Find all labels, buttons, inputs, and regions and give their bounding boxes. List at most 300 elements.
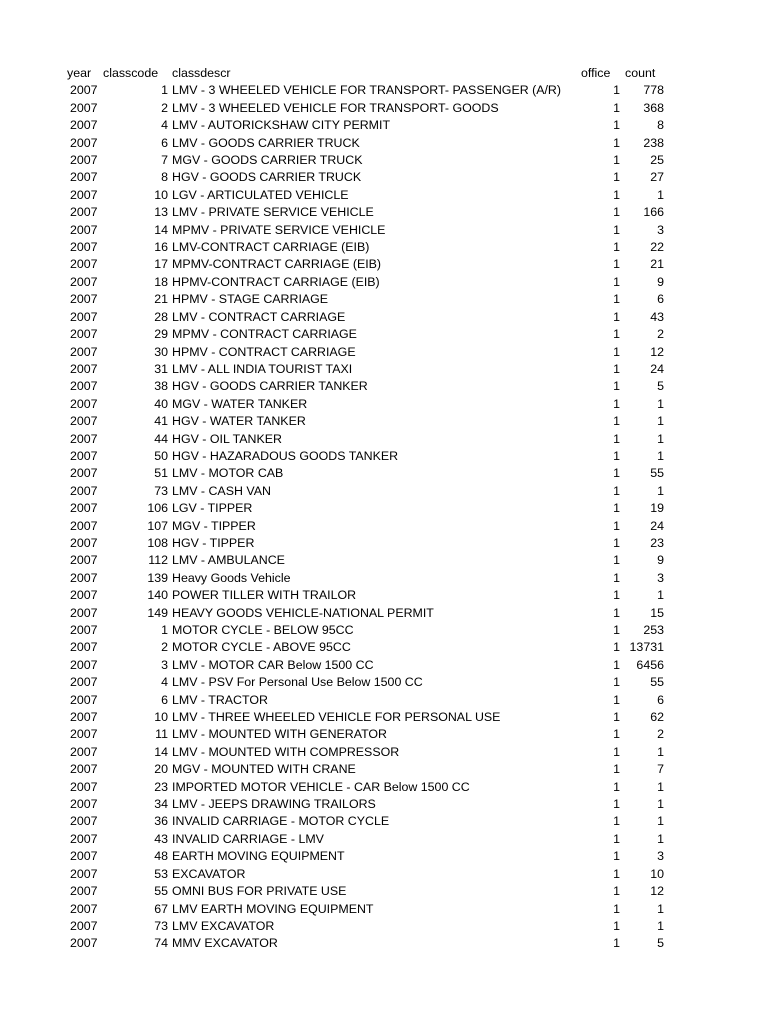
cell-classcode: 44 bbox=[154, 431, 168, 446]
cell-year: 2007 bbox=[70, 292, 98, 307]
cell-office: 1 bbox=[613, 623, 620, 637]
cell-classcode: 18 bbox=[154, 274, 168, 289]
cell-classcode: 20 bbox=[154, 762, 168, 777]
cell-count: 25 bbox=[650, 153, 664, 168]
cell-year: 2007 bbox=[70, 448, 98, 463]
table-row bbox=[0, 883, 768, 900]
cell-office: 1 bbox=[613, 466, 620, 481]
cell-year: 2007 bbox=[70, 779, 98, 794]
table-row bbox=[0, 796, 768, 813]
cell-year: 2007 bbox=[70, 187, 98, 202]
cell-year: 2007 bbox=[70, 100, 98, 115]
table-row bbox=[0, 465, 768, 482]
cell-classcode: 29 bbox=[154, 327, 168, 342]
cell-office: 1 bbox=[613, 692, 620, 707]
cell-count: 1 bbox=[657, 744, 664, 759]
cell-classcode: 2 bbox=[161, 640, 168, 655]
cell-year: 2007 bbox=[70, 135, 98, 150]
cell-classcode: 7 bbox=[161, 153, 168, 168]
cell-count: 1 bbox=[657, 431, 664, 446]
cell-year: 2007 bbox=[70, 396, 98, 411]
cell-count: 1 bbox=[657, 483, 664, 498]
cell-office: 1 bbox=[613, 553, 620, 568]
cell-count: 9 bbox=[657, 553, 664, 568]
cell-office: 1 bbox=[613, 918, 620, 933]
cell-office: 1 bbox=[613, 483, 620, 498]
cell-classcode: 55 bbox=[154, 884, 168, 899]
cell-office: 1 bbox=[613, 448, 620, 463]
header-count: count bbox=[625, 66, 656, 80]
cell-office: 1 bbox=[613, 831, 620, 846]
cell-office: 1 bbox=[613, 187, 620, 202]
cell-year: 2007 bbox=[70, 553, 98, 568]
cell-year: 2007 bbox=[70, 588, 98, 603]
cell-year: 2007 bbox=[70, 205, 98, 220]
cell-classcode: 40 bbox=[154, 396, 168, 411]
cell-classdescr: MGV - MOUNTED WITH CRANE bbox=[172, 762, 356, 777]
cell-count: 5 bbox=[657, 936, 664, 951]
cell-classcode: 108 bbox=[147, 535, 168, 550]
cell-count: 6 bbox=[657, 692, 664, 707]
table-row bbox=[0, 413, 768, 430]
cell-office: 1 bbox=[613, 292, 620, 307]
cell-classdescr: MPMV - CONTRACT CARRIAGE bbox=[172, 327, 357, 342]
cell-count: 23 bbox=[650, 535, 664, 550]
table-row bbox=[0, 344, 768, 361]
cell-office: 1 bbox=[613, 814, 620, 829]
cell-office: 1 bbox=[613, 396, 620, 411]
cell-year: 2007 bbox=[70, 83, 98, 98]
cell-year: 2007 bbox=[70, 414, 98, 429]
cell-classcode: 38 bbox=[154, 379, 168, 394]
table-row bbox=[0, 135, 768, 152]
cell-classdescr: EXCAVATOR bbox=[172, 866, 246, 881]
table-row bbox=[0, 761, 768, 778]
cell-year: 2007 bbox=[70, 831, 98, 846]
cell-year: 2007 bbox=[70, 483, 98, 498]
cell-office: 1 bbox=[613, 588, 620, 603]
cell-office: 1 bbox=[613, 153, 620, 168]
table-row bbox=[0, 657, 768, 674]
cell-year: 2007 bbox=[70, 361, 98, 376]
table-row bbox=[0, 779, 768, 796]
cell-year: 2007 bbox=[70, 884, 98, 899]
cell-classdescr: HGV - HAZARADOUS GOODS TANKER bbox=[172, 448, 399, 463]
cell-classdescr: LMV - TRACTOR bbox=[172, 692, 268, 707]
cell-classdescr: LMV - CONTRACT CARRIAGE bbox=[172, 309, 346, 324]
cell-count: 1 bbox=[657, 448, 664, 463]
cell-year: 2007 bbox=[70, 849, 98, 864]
table-row bbox=[0, 187, 768, 204]
cell-year: 2007 bbox=[70, 170, 98, 185]
cell-office: 1 bbox=[613, 727, 620, 742]
cell-year: 2007 bbox=[70, 379, 98, 394]
cell-office: 1 bbox=[613, 431, 620, 446]
cell-count: 368 bbox=[643, 100, 664, 115]
cell-office: 1 bbox=[613, 327, 620, 342]
table-row bbox=[0, 570, 768, 587]
cell-office: 1 bbox=[613, 518, 620, 533]
cell-classdescr: LMV-CONTRACT CARRIAGE (EIB) bbox=[172, 240, 370, 255]
cell-year: 2007 bbox=[70, 501, 98, 516]
cell-office: 1 bbox=[613, 100, 620, 115]
table-body bbox=[0, 82, 768, 952]
cell-count: 1 bbox=[657, 187, 664, 202]
cell-classdescr: EARTH MOVING EQUIPMENT bbox=[172, 849, 345, 864]
cell-office: 1 bbox=[613, 797, 620, 812]
cell-classcode: 21 bbox=[154, 292, 168, 307]
cell-classcode: 14 bbox=[154, 222, 168, 237]
cell-count: 43 bbox=[650, 309, 664, 324]
cell-classcode: 50 bbox=[154, 448, 168, 463]
cell-year: 2007 bbox=[70, 762, 98, 777]
cell-office: 1 bbox=[613, 118, 620, 133]
table-row bbox=[0, 866, 768, 883]
cell-classcode: 73 bbox=[154, 483, 168, 498]
cell-classcode: 8 bbox=[161, 170, 168, 185]
cell-year: 2007 bbox=[70, 710, 98, 725]
cell-year: 2007 bbox=[70, 153, 98, 168]
cell-office: 1 bbox=[613, 257, 620, 272]
cell-count: 1 bbox=[657, 396, 664, 411]
cell-office: 1 bbox=[613, 274, 620, 289]
cell-office: 1 bbox=[613, 762, 620, 777]
table-header-row bbox=[0, 65, 768, 82]
table-row bbox=[0, 848, 768, 865]
cell-office: 1 bbox=[613, 240, 620, 255]
table-row bbox=[0, 483, 768, 500]
cell-count: 13731 bbox=[629, 640, 664, 655]
cell-classcode: 10 bbox=[154, 187, 168, 202]
table-row bbox=[0, 396, 768, 413]
cell-classcode: 1 bbox=[161, 83, 168, 98]
cell-classdescr: MGV - TIPPER bbox=[172, 518, 256, 533]
cell-classcode: 4 bbox=[161, 675, 168, 690]
table-row bbox=[0, 918, 768, 935]
cell-year: 2007 bbox=[70, 901, 98, 916]
cell-classdescr: LMV EARTH MOVING EQUIPMENT bbox=[172, 901, 374, 916]
table-row bbox=[0, 100, 768, 117]
cell-count: 1 bbox=[657, 814, 664, 829]
table-row bbox=[0, 448, 768, 465]
cell-count: 27 bbox=[650, 170, 664, 185]
cell-classdescr: HEAVY GOODS VEHICLE-NATIONAL PERMIT bbox=[172, 605, 434, 620]
cell-classdescr: LGV - ARTICULATED VEHICLE bbox=[172, 187, 349, 202]
cell-classdescr: LMV - AUTORICKSHAW CITY PERMIT bbox=[172, 118, 391, 133]
table-row bbox=[0, 605, 768, 622]
cell-year: 2007 bbox=[70, 344, 98, 359]
cell-office: 1 bbox=[613, 744, 620, 759]
cell-year: 2007 bbox=[70, 797, 98, 812]
cell-classcode: 36 bbox=[154, 814, 168, 829]
cell-office: 1 bbox=[613, 849, 620, 864]
table-row bbox=[0, 204, 768, 221]
cell-classdescr: OMNI BUS FOR PRIVATE USE bbox=[172, 884, 347, 899]
cell-classdescr: HPMV-CONTRACT CARRIAGE (EIB) bbox=[172, 274, 380, 289]
cell-classdescr: HGV - OIL TANKER bbox=[172, 431, 282, 446]
cell-office: 1 bbox=[613, 535, 620, 550]
cell-classdescr: LMV - MOUNTED WITH GENERATOR bbox=[172, 727, 388, 742]
cell-office: 1 bbox=[613, 309, 620, 324]
cell-office: 1 bbox=[613, 657, 620, 672]
cell-count: 1 bbox=[657, 901, 664, 916]
cell-count: 7 bbox=[657, 762, 664, 777]
cell-classdescr: LMV - 3 WHEELED VEHICLE FOR TRANSPORT- GOODS bbox=[172, 100, 499, 115]
cell-classcode: 4 bbox=[161, 118, 168, 133]
table-row bbox=[0, 587, 768, 604]
cell-year: 2007 bbox=[70, 518, 98, 533]
cell-classcode: 106 bbox=[147, 501, 168, 516]
cell-classdescr: MPMV - PRIVATE SERVICE VEHICLE bbox=[172, 222, 386, 237]
cell-classdescr: LMV - THREE WHEELED VEHICLE FOR PERSONAL USE bbox=[172, 710, 501, 725]
cell-count: 6 bbox=[657, 292, 664, 307]
cell-year: 2007 bbox=[70, 257, 98, 272]
cell-office: 1 bbox=[613, 83, 620, 98]
table-row bbox=[0, 431, 768, 448]
cell-year: 2007 bbox=[70, 814, 98, 829]
cell-count: 12 bbox=[650, 884, 664, 899]
table-row bbox=[0, 726, 768, 743]
cell-year: 2007 bbox=[70, 640, 98, 655]
table-row bbox=[0, 222, 768, 239]
cell-count: 1 bbox=[657, 918, 664, 933]
cell-count: 12 bbox=[650, 344, 664, 359]
table-row bbox=[0, 901, 768, 918]
cell-year: 2007 bbox=[70, 675, 98, 690]
cell-classcode: 14 bbox=[154, 744, 168, 759]
cell-count: 24 bbox=[650, 518, 664, 533]
cell-count: 8 bbox=[657, 118, 664, 133]
cell-classdescr: LMV - MOUNTED WITH COMPRESSOR bbox=[172, 744, 400, 759]
cell-count: 3 bbox=[657, 570, 664, 585]
cell-count: 5 bbox=[657, 379, 664, 394]
cell-count: 6456 bbox=[636, 657, 664, 672]
cell-classdescr: LGV - TIPPER bbox=[172, 501, 253, 516]
cell-classcode: 74 bbox=[154, 936, 168, 951]
header-year: year bbox=[67, 66, 92, 80]
cell-classcode: 1 bbox=[161, 623, 168, 637]
cell-classcode: 17 bbox=[154, 257, 168, 272]
cell-office: 1 bbox=[613, 640, 620, 655]
cell-classcode: 30 bbox=[154, 344, 168, 359]
cell-count: 166 bbox=[643, 205, 664, 220]
cell-count: 55 bbox=[650, 466, 664, 481]
cell-count: 1 bbox=[657, 797, 664, 812]
table-row bbox=[0, 813, 768, 830]
cell-year: 2007 bbox=[70, 240, 98, 255]
cell-classdescr: HPMV - CONTRACT CARRIAGE bbox=[172, 344, 356, 359]
cell-count: 10 bbox=[650, 866, 664, 881]
cell-classcode: 11 bbox=[155, 727, 168, 742]
cell-year: 2007 bbox=[70, 936, 98, 951]
data-table bbox=[0, 65, 768, 953]
table-row bbox=[0, 831, 768, 848]
cell-office: 1 bbox=[613, 344, 620, 359]
cell-classdescr: HGV - TIPPER bbox=[172, 535, 255, 550]
table-row bbox=[0, 709, 768, 726]
cell-office: 1 bbox=[613, 884, 620, 899]
cell-office: 1 bbox=[613, 501, 620, 516]
cell-year: 2007 bbox=[70, 309, 98, 324]
table-row bbox=[0, 152, 768, 169]
cell-classcode: 23 bbox=[154, 779, 168, 794]
cell-classdescr: LMV EXCAVATOR bbox=[172, 918, 275, 933]
cell-count: 9 bbox=[657, 274, 664, 289]
cell-count: 1 bbox=[657, 779, 664, 794]
cell-year: 2007 bbox=[70, 431, 98, 446]
cell-office: 1 bbox=[613, 135, 620, 150]
cell-year: 2007 bbox=[70, 727, 98, 742]
cell-year: 2007 bbox=[70, 327, 98, 342]
cell-year: 2007 bbox=[70, 623, 98, 637]
cell-office: 1 bbox=[613, 901, 620, 916]
cell-office: 1 bbox=[613, 866, 620, 881]
table-row bbox=[0, 82, 768, 99]
cell-classdescr: IMPORTED MOTOR VEHICLE - CAR Below 1500 CC bbox=[172, 779, 470, 794]
cell-classdescr: MGV - GOODS CARRIER TRUCK bbox=[172, 153, 363, 168]
cell-year: 2007 bbox=[70, 118, 98, 133]
cell-count: 3 bbox=[657, 222, 664, 237]
table-row bbox=[0, 552, 768, 569]
cell-office: 1 bbox=[613, 710, 620, 725]
cell-classcode: 41 bbox=[154, 414, 168, 429]
cell-classcode: 6 bbox=[161, 135, 168, 150]
header-classcode: classcode bbox=[103, 66, 159, 80]
table-row bbox=[0, 256, 768, 273]
cell-classdescr: MPMV-CONTRACT CARRIAGE (EIB) bbox=[172, 257, 382, 272]
cell-count: 2 bbox=[657, 327, 664, 342]
header-office: office bbox=[581, 66, 611, 80]
table-row bbox=[0, 535, 768, 552]
cell-count: 1 bbox=[657, 414, 664, 429]
cell-classcode: 10 bbox=[154, 710, 168, 725]
cell-count: 2 bbox=[657, 727, 664, 742]
cell-year: 2007 bbox=[70, 657, 98, 672]
cell-year: 2007 bbox=[70, 466, 98, 481]
cell-count: 22 bbox=[650, 240, 664, 255]
cell-classcode: 140 bbox=[147, 588, 168, 603]
cell-classdescr: INVALID CARRIAGE - MOTOR CYCLE bbox=[172, 814, 390, 829]
cell-count: 55 bbox=[650, 675, 664, 690]
table-row bbox=[0, 117, 768, 134]
table-row bbox=[0, 692, 768, 709]
cell-classcode: 43 bbox=[154, 831, 168, 846]
cell-classdescr: MMV EXCAVATOR bbox=[172, 936, 278, 951]
cell-classdescr: MOTOR CYCLE - ABOVE 95CC bbox=[172, 640, 351, 655]
cell-classcode: 107 bbox=[147, 518, 168, 533]
cell-classcode: 28 bbox=[154, 309, 168, 324]
cell-count: 15 bbox=[650, 605, 664, 620]
cell-classcode: 112 bbox=[148, 553, 168, 568]
table-row bbox=[0, 622, 768, 639]
cell-year: 2007 bbox=[70, 605, 98, 620]
cell-office: 1 bbox=[613, 222, 620, 237]
cell-count: 24 bbox=[650, 361, 664, 376]
cell-classdescr: POWER TILLER WITH TRAILOR bbox=[172, 588, 357, 603]
cell-count: 238 bbox=[643, 135, 664, 150]
cell-office: 1 bbox=[613, 361, 620, 376]
cell-count: 1 bbox=[657, 588, 664, 603]
table-row bbox=[0, 291, 768, 308]
cell-year: 2007 bbox=[70, 918, 98, 933]
table-row bbox=[0, 378, 768, 395]
cell-year: 2007 bbox=[70, 866, 98, 881]
table-row bbox=[0, 935, 768, 952]
cell-classdescr: HPMV - STAGE CARRIAGE bbox=[172, 292, 329, 307]
cell-classcode: 16 bbox=[154, 240, 168, 255]
cell-classdescr: HGV - GOODS CARRIER TRUCK bbox=[172, 170, 362, 185]
cell-office: 1 bbox=[613, 170, 620, 185]
cell-office: 1 bbox=[613, 414, 620, 429]
cell-classcode: 3 bbox=[161, 657, 168, 672]
table-row bbox=[0, 169, 768, 186]
cell-classdescr: LMV - GOODS CARRIER TRUCK bbox=[172, 135, 360, 150]
table-row bbox=[0, 639, 768, 656]
cell-classdescr: Heavy Goods Vehicle bbox=[172, 570, 291, 585]
cell-classcode: 53 bbox=[154, 866, 168, 881]
table-row bbox=[0, 500, 768, 517]
cell-office: 1 bbox=[613, 936, 620, 951]
cell-classdescr: LMV - PRIVATE SERVICE VEHICLE bbox=[172, 205, 374, 220]
cell-office: 1 bbox=[613, 205, 620, 220]
header-classdescr: classdescr bbox=[172, 66, 231, 80]
cell-classdescr: INVALID CARRIAGE - LMV bbox=[172, 831, 324, 846]
cell-year: 2007 bbox=[70, 570, 98, 585]
cell-classcode: 6 bbox=[161, 692, 168, 707]
cell-classcode: 34 bbox=[154, 797, 168, 812]
cell-classdescr: MGV - WATER TANKER bbox=[172, 396, 308, 411]
cell-year: 2007 bbox=[70, 222, 98, 237]
cell-count: 1 bbox=[657, 831, 664, 846]
cell-classdescr: LMV - CASH VAN bbox=[172, 483, 271, 498]
cell-classcode: 13 bbox=[154, 205, 168, 220]
cell-office: 1 bbox=[613, 379, 620, 394]
cell-classcode: 51 bbox=[154, 466, 168, 481]
cell-count: 19 bbox=[650, 501, 664, 516]
cell-office: 1 bbox=[613, 605, 620, 620]
table-row bbox=[0, 744, 768, 761]
cell-classdescr: LMV - MOTOR CAR Below 1500 CC bbox=[172, 657, 374, 672]
cell-classdescr: LMV - MOTOR CAB bbox=[172, 466, 284, 481]
cell-year: 2007 bbox=[70, 274, 98, 289]
cell-office: 1 bbox=[613, 779, 620, 794]
table-row bbox=[0, 274, 768, 291]
table-row bbox=[0, 326, 768, 343]
cell-count: 62 bbox=[650, 710, 664, 725]
cell-year: 2007 bbox=[70, 692, 98, 707]
table-row bbox=[0, 239, 768, 256]
cell-classdescr: LMV - AMBULANCE bbox=[172, 553, 285, 568]
cell-year: 2007 bbox=[70, 535, 98, 550]
table-row bbox=[0, 361, 768, 378]
cell-year: 2007 bbox=[70, 744, 98, 759]
cell-office: 1 bbox=[613, 570, 620, 585]
cell-classdescr: MOTOR CYCLE - BELOW 95CC bbox=[172, 623, 354, 637]
cell-classdescr: HGV - WATER TANKER bbox=[172, 414, 306, 429]
cell-classcode: 139 bbox=[147, 570, 168, 585]
cell-classdescr: LMV - PSV For Personal Use Below 1500 CC bbox=[172, 675, 423, 690]
cell-classcode: 2 bbox=[161, 100, 168, 115]
cell-office: 1 bbox=[613, 675, 620, 690]
cell-classdescr: LMV - 3 WHEELED VEHICLE FOR TRANSPORT- PASSENGER (A/R) bbox=[172, 83, 562, 98]
cell-classdescr: LMV - ALL INDIA TOURIST TAXI bbox=[172, 361, 353, 376]
cell-classcode: 31 bbox=[154, 361, 168, 376]
cell-classdescr: LMV - JEEPS DRAWING TRAILORS bbox=[172, 797, 376, 812]
cell-classdescr: HGV - GOODS CARRIER TANKER bbox=[172, 379, 368, 394]
table-row bbox=[0, 518, 768, 535]
cell-count: 3 bbox=[657, 849, 664, 864]
cell-count: 21 bbox=[650, 257, 664, 272]
